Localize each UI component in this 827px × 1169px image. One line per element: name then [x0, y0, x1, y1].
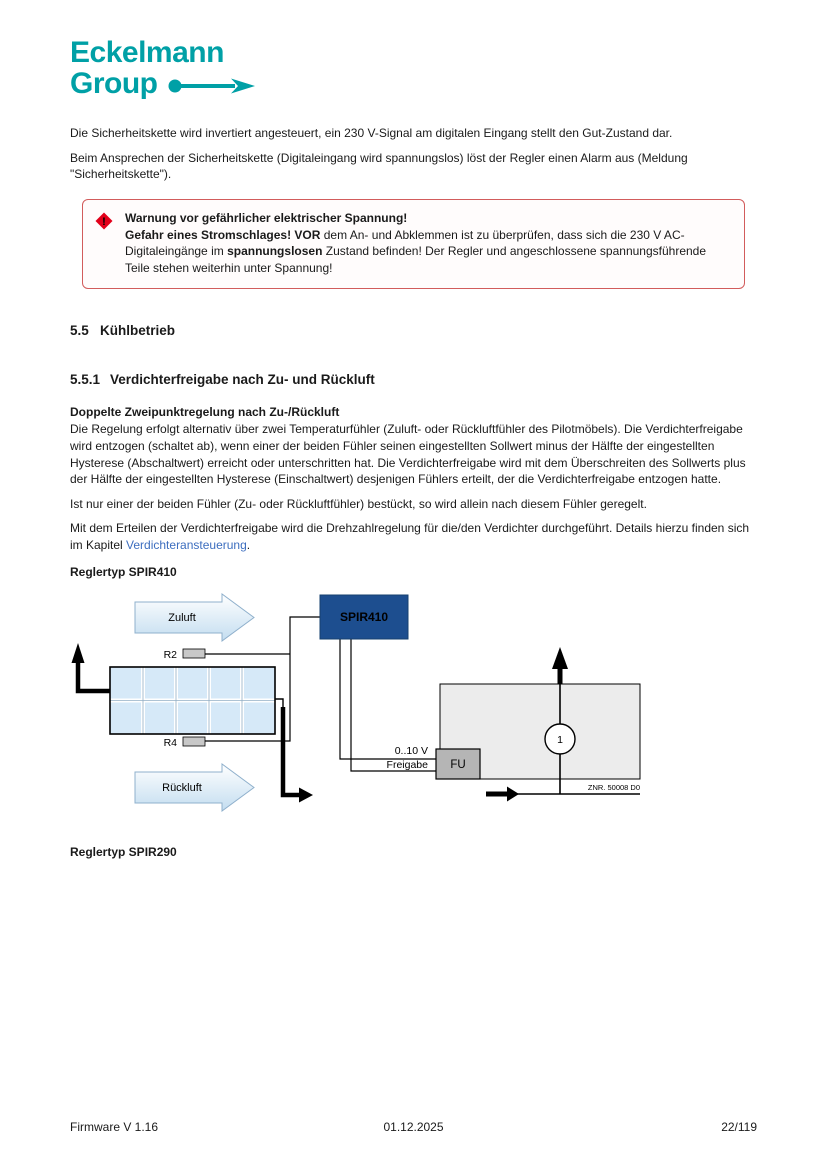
flow-right-arrow-icon [507, 787, 519, 802]
paragraph-segment: . [246, 537, 251, 552]
section-title: Kühlbetrieb [100, 323, 176, 339]
warning-body-segment-bold: spannungslosen [227, 244, 323, 259]
footer-date: 01.12.2025 [383, 1120, 444, 1134]
sensor-r4-label: R4 [163, 737, 177, 750]
content-subhead-spir410: Reglertyp SPIR410 [70, 565, 177, 580]
refrigerant-in-line [78, 661, 110, 691]
refrigerant-out-arrow-icon [299, 788, 313, 803]
warning-icon-column [95, 211, 115, 277]
content-subhead-spir290: Reglertyp SPIR290 [70, 845, 177, 860]
footer-page-number: 22/119 [721, 1120, 757, 1134]
intro-paragraph-1: Die Sicherheitskette wird invertiert angesteuert, ein 230 V-Signal am digitalen Eingang stellt den Gut-Zustand dar. [70, 126, 673, 141]
warning-body-segment: dem An- und Abklemmen ist zu überprüfen, dass sich die 230 V AC-Digitaleingänge im [125, 227, 685, 259]
voltage-signal-line [340, 639, 436, 759]
warning-text [125, 211, 730, 277]
footer-firmware: Firmware V 1.16 [70, 1120, 159, 1134]
content-paragraph-1: Die Regelung erfolgt alternativ über zwei Temperaturfühler (Zuluft- oder Rückluftfühler des Pilotmöbels). Die Verdichterfreigabe wird entzogen (schaltet ab), wenn einer der beiden Fühler seinen eingestellten Sollwert minus der Hälfte der eingestellten Hysterese (Abschaltwert) erreicht oder unterschritten hat. Die Verdichterfreigabe wird mit dem Überschreiten des Sollwerts plus der Hälfte der eingestellten Hysterese (Einschaltwert) desjenigen Fühlers erteilt, der die Verdichterfreigabe entzogen hatte. [70, 422, 746, 487]
sensor-r4 [183, 737, 205, 746]
page-footer [70, 1120, 757, 1134]
section-heading-5-5-1 [70, 372, 757, 387]
warning-title: Warnung vor gefährlicher elektrischer Spannung! [125, 210, 408, 225]
logo-line2 [70, 66, 757, 100]
logo-wordmark-group: Group [70, 66, 158, 100]
refrigerant-in-arrow-icon [72, 643, 85, 663]
refrigerant-out-line [283, 707, 299, 795]
fu-label: FU [450, 759, 466, 772]
content-subhead-zweipunktregelung: Doppelte Zweipunktregelung nach Zu-/Rückluft [70, 405, 340, 420]
content-paragraph-2: Ist nur einer der beiden Fühler (Zu- oder Rückluftfühler) bestückt, so wird allein nach diesem Fühler geregelt. [70, 496, 647, 511]
intro-paragraph-2: Beim Ansprechen der Sicherheitskette (Digitaleingang wird spannungslos) löst der Regler einen Alarm aus (Meldung "Sicherheitskette"). [70, 150, 688, 182]
subsection-number: 5.5.1 [70, 372, 101, 388]
electrical-warning-icon [95, 212, 113, 230]
verdichteransteuerung-link[interactable]: Verdichteransteuerung [126, 537, 247, 552]
sensor-r2 [183, 649, 205, 658]
evaporator-grid [110, 667, 275, 734]
subsection-title: Verdichterfreigabe nach Zu- und Rückluft [110, 372, 375, 388]
rueckluft-label: Rückluft [162, 782, 202, 795]
sensor-r2-label: R2 [163, 649, 177, 662]
warning-body-segment: Zustand befinden! Der Regler und angeschlossene spannungsführende Teile stehen weiterhin unter Spannung! [125, 244, 707, 275]
fan-number-label: 1 [557, 734, 563, 747]
eckelmann-logo [70, 38, 757, 99]
air-out-arrow-icon [552, 647, 568, 669]
warning-body-segment-bold: Gefahr eines Stromschlages! VOR [125, 227, 321, 242]
logo-arrow-icon [167, 76, 257, 96]
freigabe-label: Freigabe [386, 759, 428, 772]
paragraph-segment: Mit dem Erteilen der Verdichterfreigabe wird die Drehzahlregelung für die/den Verdichter durchgeführt. Details hierzu finden sich im Kapitel [70, 521, 750, 552]
warning-body [125, 227, 730, 277]
spir410-controller-label: SPIR410 [339, 610, 389, 625]
logo-wordmark-eckelmann: Eckelmann [70, 36, 224, 69]
warning-box [82, 199, 745, 290]
section-heading-5-5 [70, 323, 757, 338]
drawing-number-label: ZNR. 50008 D0 [587, 783, 640, 793]
spir410-wiring-diagram [70, 587, 670, 819]
voltage-label: 0..10 V [394, 745, 428, 758]
section-number: 5.5 [70, 323, 89, 339]
content-paragraph-3 [70, 520, 757, 553]
warning-exclamation: ! [102, 215, 106, 228]
zuluft-label: Zuluft [168, 612, 196, 625]
